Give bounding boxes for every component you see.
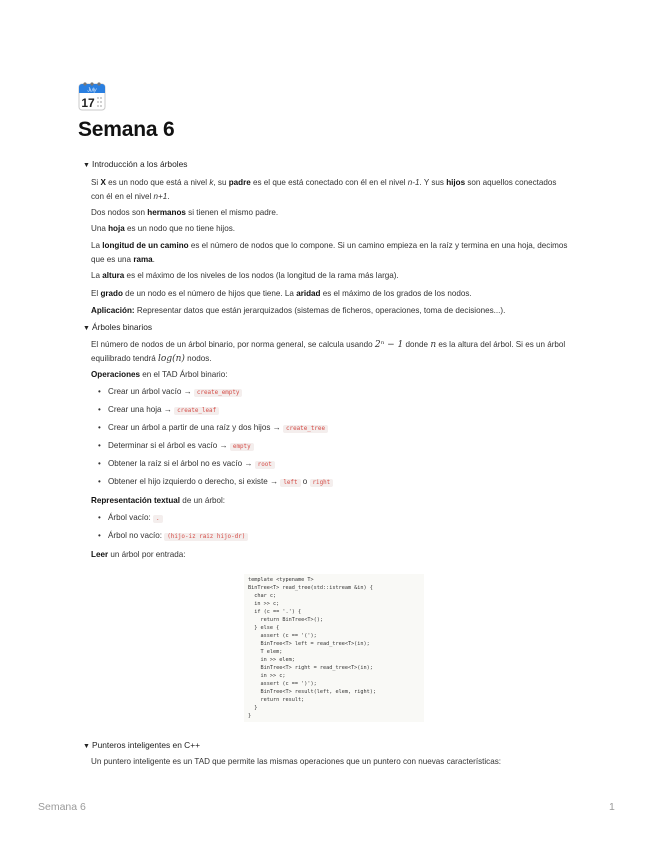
paragraph-application: Aplicación: Representar datos que están jerarquizados (sistemas de ficheros, operaciones, toma de decisiones...). [91,306,506,315]
code-line: BinTree<T> result(left, elem, right); [248,689,377,695]
operations-heading: Operaciones en el TAD Árbol binario: [91,370,228,379]
code-line: return result; [248,697,305,703]
toggle-intro-label: Introducción a los árboles [92,159,188,169]
list-item: • Obtener la raíz si el árbol no es vacío → root [98,459,275,468]
code-line: char c; [248,593,277,599]
list-item: • Crear un árbol a partir de una raíz y dos hijos → create_tree [98,423,328,432]
list-item: • Obtener el hijo izquierdo o derecho, si existe → left o right [98,477,333,486]
page-title: Semana 6 [78,118,175,141]
code-line: if (c == '.') { [248,609,302,615]
code-line: BinTree<T> left = read_tree<T>(in); [248,641,370,647]
list-item: • Árbol no vacío: (hijo-iz raiz hijo-dr) [98,531,248,540]
paragraph-siblings: Dos nodos son hermanos si tienen el mismo padre. [91,208,279,217]
calendar-day: 17 [81,96,95,110]
toggle-intro[interactable] [83,159,187,169]
code-line: } [248,705,258,711]
paragraph-parent-children: Si X es un nodo que está a nivel k, su padre es el que está conectado con él en el nivel n-1. Y sus hijos son aquellos conectados con él en el nivel n+1. [91,178,557,201]
code-line: template <typename T> [248,577,314,583]
list-item: • Crear un árbol vacío → create_empty [98,387,242,396]
paragraph-path-length: La longitud de un camino es el número de nodos que lo compone. Si un camino empieza en la raíz y termina en una hoja, decimos que es una rama. [91,241,568,264]
code-line: BinTree<T> right = read_tree<T>(in); [248,665,373,671]
code-line: BinTree<T> read_tree(std::istream &in) { [248,585,373,591]
code-screenshot [244,574,424,722]
paragraph-degree: El grado de un nodo es el número de hijos que tiene. La aridad es el máximo de los grados de los nodos. [91,289,472,298]
calendar-month: July [87,87,97,94]
paragraph-node-count: El número de nodos de un árbol binario, por norma general, se calcula usando 2ⁿ − 1 donde n es la altura del árbol. Si es un árbol equilibrado tendrá log(n) nodos. [91,340,566,364]
footer-title: Semana 6 [38,801,86,813]
code-line: return BinTree<T>(); [248,617,323,623]
list-item: • Árbol vacío: . [98,513,163,522]
triangle-down-icon[interactable]: ▼ [83,162,90,169]
list-item: • Crear una hoja → create_leaf [98,405,219,414]
code-line: T elem; [248,649,283,655]
paragraph-smart-pointer: Un puntero inteligente es un TAD que permite las mismas operaciones que un puntero con nuevas características: [91,757,502,766]
code-line: } [248,713,252,719]
read-heading: Leer un árbol por entrada: [91,550,186,559]
code-line: in >> c; [248,673,286,679]
list-item: • Determinar si el árbol es vacío → empty [98,441,254,450]
paragraph-height: La altura es el máximo de los niveles de los nodos (la longitud de la rama más larga). [91,271,399,280]
triangle-down-icon[interactable]: ▼ [83,325,90,332]
code-line: in >> c; [248,601,280,607]
representation-heading: Representación textual de un árbol: [91,496,226,505]
code-line: } else { [248,625,280,631]
footer-page-number: 1 [609,801,615,813]
triangle-down-icon[interactable]: ▼ [83,743,90,750]
calendar-icon [78,81,106,111]
toggle-smart-label: Punteros inteligentes en C++ [92,740,201,750]
code-line: assert (c == '('); [248,633,317,639]
code-line: assert (c == ')'); [248,681,317,687]
toggle-binary-trees[interactable] [83,322,152,332]
toggle-smart-pointers[interactable] [83,740,200,750]
code-line: in >> elem; [248,657,295,663]
toggle-binary-label: Árboles binarios [92,322,153,332]
paragraph-leaf: Una hoja es un nodo que no tiene hijos. [91,224,235,233]
